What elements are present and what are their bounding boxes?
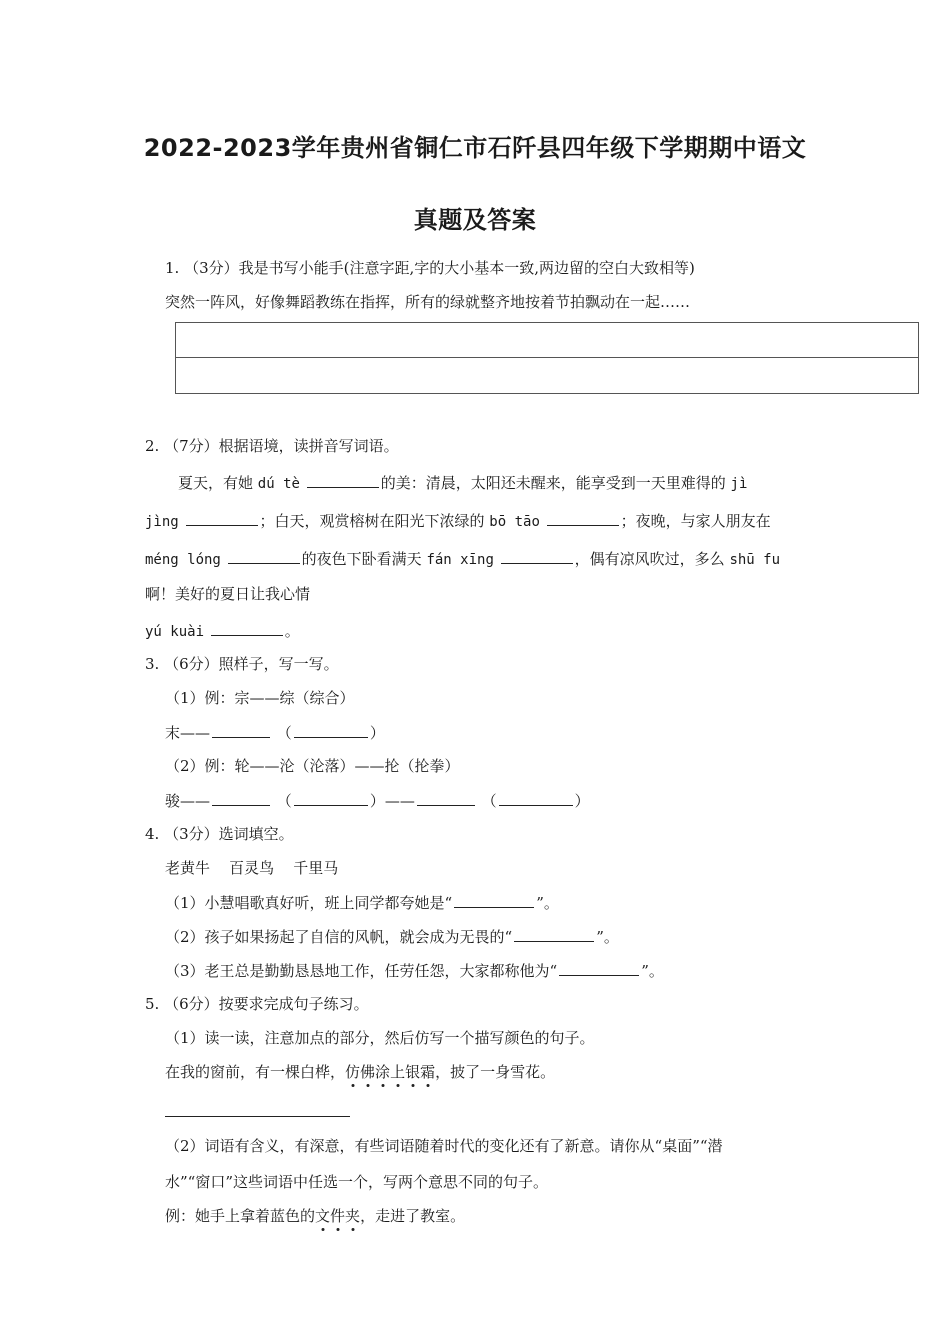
text: 骏—— <box>165 792 211 810</box>
text: 夏天，有她 <box>178 474 254 492</box>
q5-sub2-line1: （2）词语有含义，有深意，有些词语随着时代的变化还有了新意。请你从“桌面”“潜 <box>165 1137 723 1155</box>
answer-blank[interactable] <box>212 790 270 806</box>
text: 的夜色下卧看满天 <box>301 550 422 568</box>
answer-blank[interactable] <box>499 790 573 806</box>
dotted-char: 夹 <box>345 1207 361 1225</box>
text: ”。 <box>536 894 559 912</box>
pinyin: méng lóng <box>145 552 221 568</box>
answer-blank[interactable] <box>559 960 639 976</box>
text: ） <box>369 792 385 810</box>
q2-line1 <box>178 472 747 494</box>
document-title-line1: 2022-2023学年贵州省铜仁市石阡县四年级下学期期中语文 <box>143 134 807 162</box>
word-option: 百灵鸟 <box>229 859 275 877</box>
q5-sub2-line2: 水”“窗口”这些词语中任选一个，写两个意思不同的句子。 <box>165 1173 549 1191</box>
q4-options <box>165 858 338 878</box>
q3-practice1 <box>165 722 385 743</box>
dotted-char: 仿 <box>345 1063 361 1081</box>
word-option: 千里马 <box>293 859 339 877</box>
q1-text: 突然一阵风，好像舞蹈教练在指挥，所有的绿就整齐地按着节拍飘动在一起…… <box>165 293 691 311</box>
text: ，走进了教室。 <box>360 1207 466 1225</box>
q1-header: 1. （3分）我是书写小能手(注意字距,字的大小基本一致,两边留的空白大致相等) <box>165 259 695 277</box>
answer-blank[interactable] <box>547 510 619 526</box>
text: 。 <box>284 622 300 640</box>
document-title-line2: 真题及答案 <box>413 206 537 234</box>
q4-item2 <box>165 926 619 947</box>
text: 例：她手上拿着蓝色的 <box>165 1207 316 1225</box>
answer-blank[interactable] <box>307 472 379 488</box>
text: ”。 <box>641 962 664 980</box>
q3-example2: （2）例：轮——沦（沦落）——抡（抡拳） <box>165 757 460 775</box>
text: ；夜晚，与家人朋友在 <box>620 512 771 530</box>
dotted-char: 涂 <box>375 1063 391 1081</box>
answer-blank[interactable] <box>211 620 283 636</box>
answer-blank[interactable] <box>417 790 475 806</box>
dotted-char: 件 <box>330 1207 346 1225</box>
q4-item3 <box>165 960 664 981</box>
pinyin: fán xīng <box>426 552 494 568</box>
q5-header: 5. （6分）按要求完成句子练习。 <box>145 995 369 1013</box>
pinyin: yú kuài <box>145 624 205 640</box>
q5-sub1: （1）读一读，注意加点的部分，然后仿写一个描写颜色的句子。 <box>165 1029 595 1047</box>
answer-blank[interactable] <box>294 722 368 738</box>
text: （3）老王总是勤勤恳恳地工作，任劳任怨，大家都称他为“ <box>165 962 558 980</box>
answer-blank[interactable] <box>212 722 270 738</box>
q5-example <box>165 1206 465 1226</box>
q5-sentence <box>165 1062 555 1082</box>
text: （2）孩子如果扬起了自信的风帆，就会成为无畏的“ <box>165 928 513 946</box>
answer-blank[interactable] <box>294 790 368 806</box>
text: （1）小慧唱歌真好听，班上同学都夸她是“ <box>165 894 453 912</box>
answer-blank[interactable] <box>454 892 534 908</box>
q2-line5 <box>145 620 300 642</box>
pinyin: jì <box>730 476 748 492</box>
q1-writing-box[interactable] <box>175 322 919 394</box>
dotted-char: 上 <box>390 1063 406 1081</box>
q4-header: 4. （3分）选词填空。 <box>145 825 294 843</box>
writing-box-divider <box>176 357 918 358</box>
text: （ <box>276 724 292 742</box>
pinyin: jìng <box>145 514 179 530</box>
q2-header: 2. （7分）根据语境，读拼音写词语。 <box>145 437 399 455</box>
text: ） <box>369 724 385 742</box>
answer-blank[interactable] <box>228 548 300 564</box>
answer-blank[interactable] <box>514 926 594 942</box>
pinyin: shū fu <box>729 552 781 568</box>
text: 末—— <box>165 724 211 742</box>
text: —— <box>384 792 415 810</box>
text: ”。 <box>596 928 619 946</box>
text: ，偶有凉风吹过，多么 <box>574 550 725 568</box>
q2-line4: 啊！美好的夏日让我心情 <box>145 585 311 603</box>
q4-item1 <box>165 892 559 913</box>
text: ；白天，观赏榕树在阳光下浓绿的 <box>259 512 485 530</box>
dotted-char: 佛 <box>360 1063 376 1081</box>
q2-line2 <box>145 510 771 532</box>
text: 的美：清晨，太阳还未醒来，能享受到一天里难得的 <box>380 474 726 492</box>
answer-blank[interactable] <box>501 548 573 564</box>
q2-line3 <box>145 548 780 570</box>
dotted-char: 银 <box>405 1063 421 1081</box>
answer-blank[interactable] <box>186 510 258 526</box>
text: ，披了一身雪花。 <box>435 1063 556 1081</box>
q3-header: 3. （6分）照样子，写一写。 <box>145 655 339 673</box>
word-option: 老黄牛 <box>165 859 211 877</box>
dotted-char: 霜 <box>420 1063 436 1081</box>
pinyin: bō tāo <box>489 514 540 530</box>
pinyin: dú tè <box>257 476 300 492</box>
q5-answer-line[interactable] <box>165 1116 350 1117</box>
q3-example1: （1）例：宗——综（综合） <box>165 689 355 707</box>
text: ） <box>574 792 590 810</box>
text: 在我的窗前，有一棵白桦， <box>165 1063 346 1081</box>
q3-practice2 <box>165 790 590 811</box>
text: （ <box>276 792 292 810</box>
dotted-char: 文 <box>315 1207 331 1225</box>
text: （ <box>481 792 497 810</box>
